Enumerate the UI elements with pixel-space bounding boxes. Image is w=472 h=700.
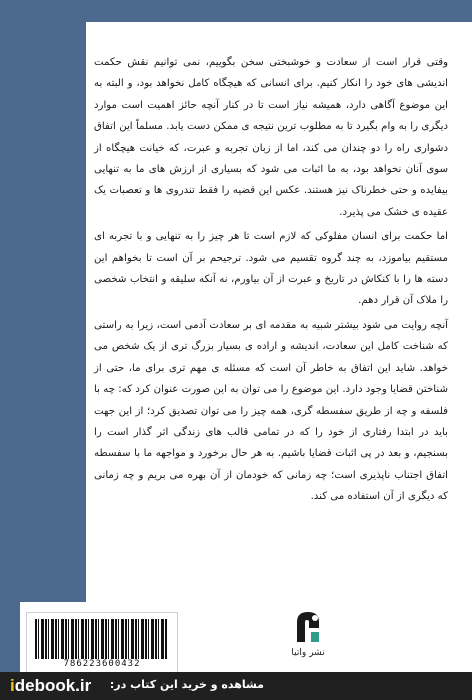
paragraph-2: اما حکمت برای انسان مفلوکی که لازم است تا هر چیز را به تنهایی و با تجربه ای مستقیم بیاموزد، به چند گروه تقسیم می شود. ترجیحم بر آن است تا بخواهم این دسته ها را با کنکاش در تاریخ و عبرت از آن بیاورم، نه آنکه سلیقه و انتخاب شخصی را ملاک آن قرار دهم. [94,231,448,307]
back-cover-text-panel [86,22,458,602]
publisher-logo-icon [291,608,325,646]
site-name-rest: debook.ir [14,676,92,695]
site-name[interactable] [10,676,91,696]
cover-top-band [20,0,472,22]
publisher-name: نشر واتیا [291,648,325,658]
barcode-bars [35,619,167,659]
site-name-prefix: i [10,676,15,695]
cover-left-band [0,0,20,700]
paragraph-1: وقتی قرار است از سعادت و خوشبختی سخن بگوییم، نمی توانیم نقش حکمت اندیشی های خود را انکار کنیم. برای انسانی که هیچگاه کامل نخواهد بود، و البته به این موضوع آگاهی دارد، همیشه نیاز است تا در کنار آنچه حائز اهمیت است موارد دیگری را به وام بگیرد تا به مطلوب ترین نتیجه ی ممکن دست یابد. مسلماً این اتفاق دشواری راه را دو چندان می کند، اما از زبان تجربه و عبرت، که خیانت هیچگاه از سوی آنان نخواهد بود، به ما اثبات می شود که بسیاری از ارزش های ما به تنهایی بیفایده و حتی خطرناک نیز هستند. عکس این قضیه را فقط تندروی ها و تعصبات یک عقیده ی خشک می پذیرد. [94,57,448,218]
download-footer-bar[interactable] [0,672,472,700]
barcode-number: 786223600432 [63,659,141,669]
cover-spine-band [20,22,86,602]
barcode [26,612,178,676]
publisher-logo [288,608,328,664]
footer-cta: مشاهده و خرید این کتاب در: [109,678,264,691]
paragraph-3: آنچه روایت می شود بیشتر شبیه به مقدمه ای بر سعادت آدمی است، زیرا به راستی که شناخت کامل این سعادت، اندیشه و اراده ی بسیار بزرگ تری از یک شخص می خواهد. شاید این اتفاق به خاطر آن است که مسئله ی مهم تری برای ما، حتی از شناختن قضایا وجود دارد. این موضوع را می توان به این صورت عنوان کرد که: چه با فلسفه و چه از طریق سفسطه گری، همه چیز را می توان تصدیق کرد؛ از این جهت باید در ابتدا رفتاری از خود را که در تمامی قالب های زندگی اثر گذار است را بسنجیم، و بعد در پی اثبات قضایا باشیم. به هر حال برخورد و مواجهه ما با سفسطه اتفاق اجتناب ناپذیری است؛ چه زمانی که خودمان از آن بهره می بریم و چه زمانی که دیگری از آن استفاده می کند. [94,319,448,503]
back-cover-text [94,52,448,511]
